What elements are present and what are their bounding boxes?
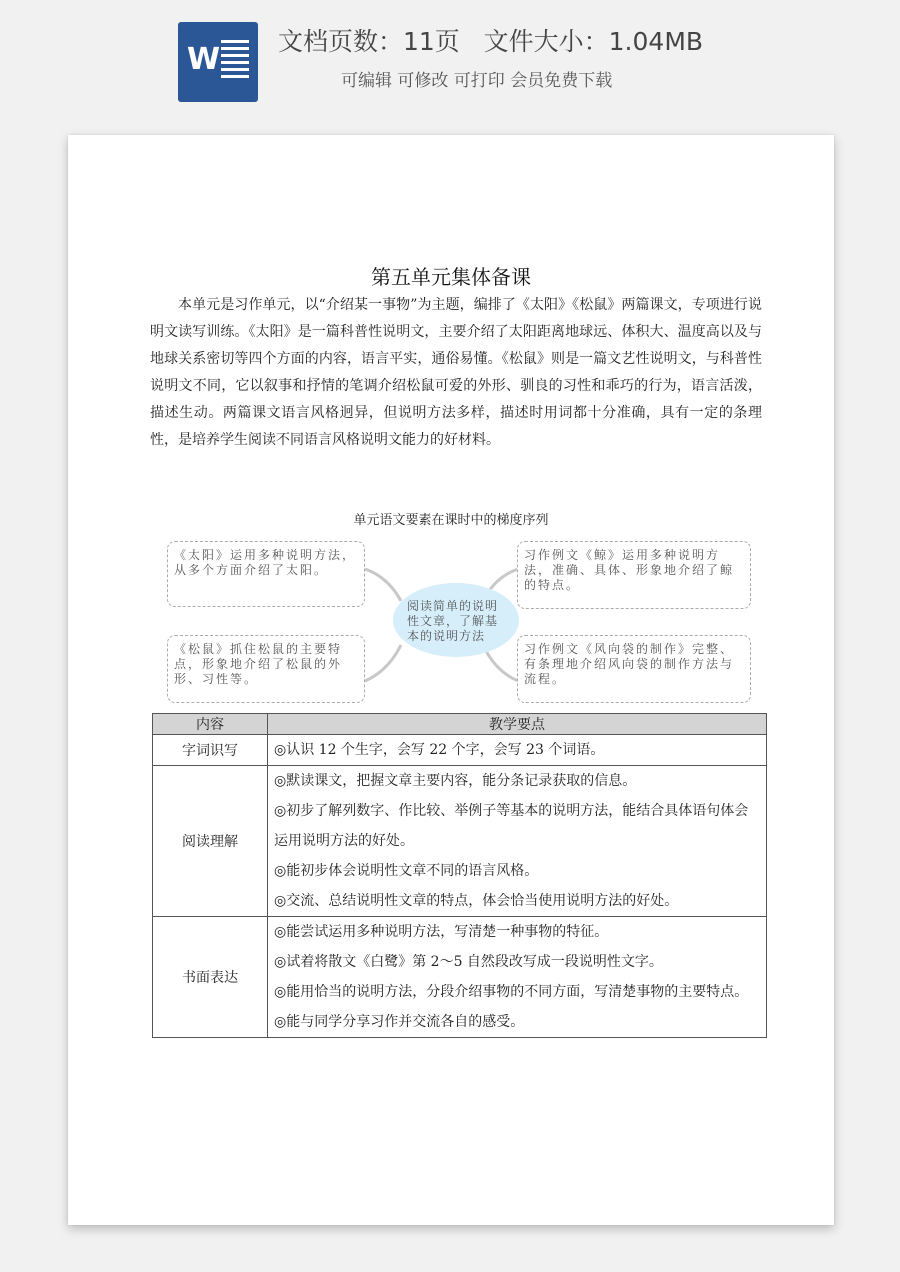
table-row xyxy=(153,735,767,766)
teaching-point: ◎能初步体会说明性文章不同的语言风格。 xyxy=(274,863,539,879)
row-category: 阅读理解 xyxy=(153,766,268,917)
mindmap-node-songshu: 《松鼠》抓住松鼠的主要特点，形象地介绍了松鼠的外形、习性等。 xyxy=(167,635,365,703)
word-document-icon: W xyxy=(178,22,258,102)
teaching-point: ◎试着将散文《白鹭》第 2～5 自然段改写成一段说明性文字。 xyxy=(274,954,663,970)
column-header-points: 教学要点 xyxy=(268,714,767,735)
mindmap-node-jing: 习作例文《鲸》运用多种说明方法，准确、具体、形象地介绍了鲸的特点。 xyxy=(517,541,751,609)
table-header-row xyxy=(153,714,767,735)
mindmap-center-node: 阅读简单的说明性文章，了解基本的说明方法 xyxy=(393,583,519,657)
table-row xyxy=(153,917,767,1038)
intro-paragraph: 本单元是习作单元，以“介绍某一事物”为主题，编排了《太阳》《松鼠》两篇课文，专项进行说明文读写训练。《太阳》是一篇科普性说明文，主要介绍了太阳距离地球远、体积大、温度高以及与地球关系密切等四个方面的内容，语言平实，通俗易懂。《松鼠》则是一篇文艺性说明文，与科普性说明文不同，它以叙事和抒情的笔调介绍松鼠可爱的外形、驯良的习性和乖巧的行为，语言活泼，描述生动。两篇课文语言风格迥异，但说明方法多样，描述时用词都十分准确，具有一定的条理性，是培养学生阅读不同语言风格说明文能力的好材料。 xyxy=(150,297,762,448)
mindmap xyxy=(163,539,758,711)
column-header-content: 内容 xyxy=(153,714,268,735)
teaching-points-table xyxy=(152,713,767,1038)
document-info: 文档页数：11页 文件大小：1.04MB xyxy=(278,27,704,56)
teaching-point: ◎能用恰当的说明方法，分段介绍事物的不同方面，写清楚事物的主要特点。 xyxy=(274,984,749,1000)
mindmap-node-taiyang: 《太阳》运用多种说明方法，从多个方面介绍了太阳。 xyxy=(167,541,365,607)
teaching-point: ◎默读课文，把握文章主要内容，能分条记录获取的信息。 xyxy=(274,773,637,789)
teaching-point: ◎能尝试运用多种说明方法，写清楚一种事物的特征。 xyxy=(274,924,609,940)
row-category: 书面表达 xyxy=(153,917,268,1038)
document-page xyxy=(68,135,834,1225)
download-banner xyxy=(0,0,900,118)
document-features: 可编辑 可修改 可打印 会员免费下载 xyxy=(341,71,613,91)
page-title: 第五单元集体备课 xyxy=(371,265,531,289)
teaching-point: ◎能与同学分享习作并交流各自的感受。 xyxy=(274,1014,525,1030)
mindmap-caption: 单元语文要素在课时中的梯度序列 xyxy=(353,513,549,528)
teaching-point: ◎初步了解列数字、作比较、举例子等基本的说明方法，能结合具体语句体会运用说明方法的好处。 xyxy=(274,803,749,849)
row-points xyxy=(268,766,767,917)
row-points xyxy=(268,735,767,766)
table-row xyxy=(153,766,767,917)
row-points xyxy=(268,917,767,1038)
row-category: 字词识写 xyxy=(153,735,268,766)
teaching-point: ◎交流、总结说明性文章的特点，体会恰当使用说明方法的好处。 xyxy=(274,893,679,909)
mindmap-node-fengxiangdai: 习作例文《风向袋的制作》完整、有条理地介绍风向袋的制作方法与流程。 xyxy=(517,635,751,703)
teaching-point: ◎认识 12 个生字，会写 22 个字，会写 23 个词语。 xyxy=(274,742,605,758)
